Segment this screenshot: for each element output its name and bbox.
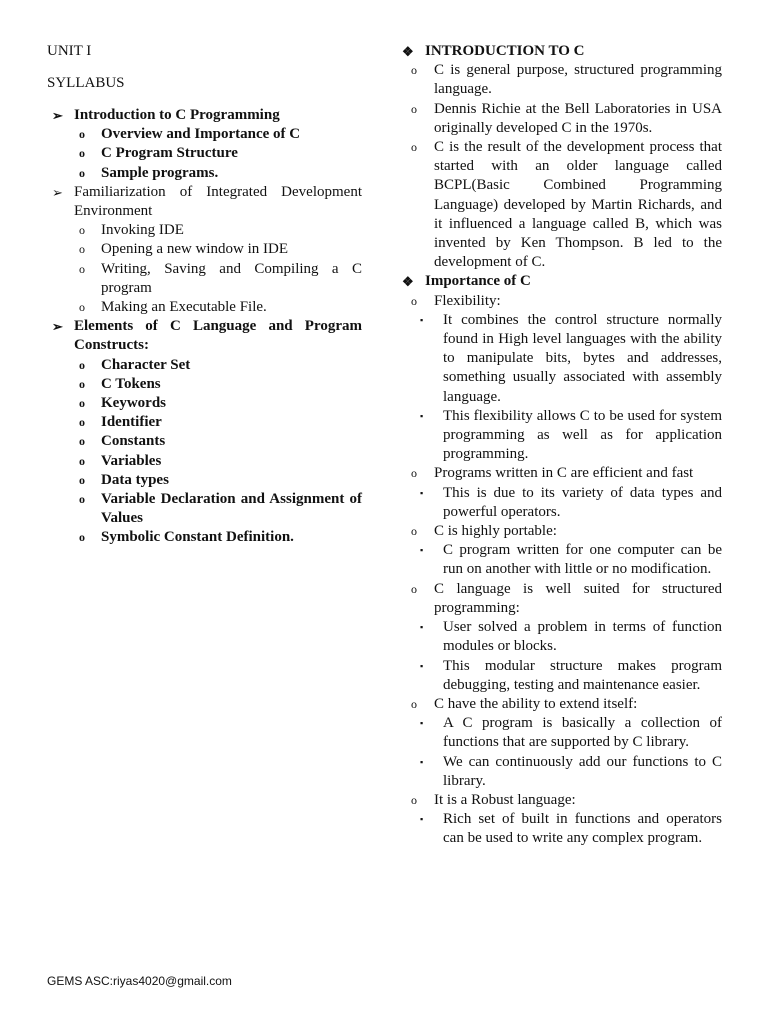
- square-bullet-icon: ▪: [420, 314, 424, 325]
- syllabus-section-3: [47, 317, 362, 355]
- list-item: o Data types: [47, 471, 362, 490]
- syllabus-section-2: [47, 183, 362, 221]
- list-item: o C have the ability to extend itself:: [400, 695, 722, 714]
- list-item: o C is highly portable:: [400, 522, 722, 541]
- unit-title: UNIT I: [47, 43, 92, 59]
- list-item: o C is the result of the development process that started with an older language called BCPL(Basic Combined Programming Language) developed by Martin Richards, and it influenced a language called B, which was invented by Ken Thompson. B led to the development of C.: [411, 139, 722, 271]
- square-bullet-icon: ▪: [420, 814, 424, 825]
- circle-bullet-icon: o: [79, 165, 85, 180]
- list-item: o Overview and Importance of C: [47, 125, 362, 144]
- list-item: o Symbolic Constant Definition.: [47, 528, 362, 547]
- section-heading: ❖ Importance of C: [400, 272, 722, 291]
- list-item: o Flexibility:: [400, 292, 722, 311]
- square-bullet-icon: ▪: [420, 718, 424, 729]
- circle-bullet-icon: o: [411, 293, 417, 308]
- list-item: o Opening a new window in IDE: [47, 240, 362, 259]
- syllabus-title: SYLLABUS: [47, 75, 125, 91]
- diamond-bullet-icon: ❖: [402, 274, 414, 290]
- list-item: ▪ This flexibility allows C to be used for system programming as well as for application programming.: [420, 407, 722, 463]
- square-bullet-icon: ▪: [420, 622, 424, 633]
- list-item: o Writing, Saving and Compiling a C program: [79, 260, 362, 296]
- list-item: o Sample programs.: [47, 164, 362, 183]
- list-item: o C is general purpose, structured programming language.: [411, 62, 722, 98]
- list-item: ▪ It combines the control structure normally found in High level languages with the ability to manipulate bits, bytes and addresses, something usually associated with assembly language.: [420, 311, 722, 405]
- list-item: o Variable Declaration and Assignment of Values: [79, 491, 362, 527]
- list-item: ▪ C program written for one computer can be run on another with little or no modification.: [420, 542, 722, 578]
- circle-bullet-icon: o: [79, 530, 85, 545]
- content-column: [400, 42, 722, 849]
- circle-bullet-icon: o: [79, 223, 85, 238]
- circle-bullet-icon: o: [79, 376, 85, 391]
- page-footer: GEMS ASC:riyas4020@gmail.com: [47, 974, 232, 988]
- circle-bullet-icon: o: [79, 127, 85, 142]
- list-item: o Dennis Richie at the Bell Laboratories in USA originally developed C in the 1970s.: [411, 100, 722, 136]
- diamond-bullet-icon: ❖: [402, 44, 414, 59]
- list-item: o Variables: [47, 452, 362, 471]
- list-item: o C Tokens: [47, 375, 362, 394]
- section-title: Familiarization of Integrated Development Environment: [74, 183, 362, 220]
- circle-bullet-icon: o: [79, 492, 85, 507]
- square-bullet-icon: ▪: [420, 410, 424, 421]
- circle-bullet-icon: o: [411, 581, 417, 596]
- arrow-bullet-icon: ➢: [52, 108, 63, 123]
- circle-bullet-icon: o: [79, 242, 85, 257]
- circle-bullet-icon: o: [79, 434, 85, 449]
- square-bullet-icon: ▪: [420, 487, 424, 498]
- circle-bullet-icon: o: [79, 472, 85, 487]
- list-item: o Character Set: [47, 356, 362, 375]
- list-item: o C language is well suited for structured programming:: [411, 580, 722, 616]
- circle-bullet-icon: o: [411, 466, 417, 481]
- list-item: ▪ Rich set of built in functions and operators can be used to write any complex program.: [420, 811, 722, 847]
- circle-bullet-icon: o: [79, 415, 85, 430]
- square-bullet-icon: ▪: [420, 660, 424, 671]
- section-title: Elements of C Language and Program Constructs:: [74, 318, 362, 354]
- list-item: o Constants: [47, 432, 362, 451]
- circle-bullet-icon: o: [411, 696, 417, 711]
- circle-bullet-icon: o: [79, 261, 85, 276]
- circle-bullet-icon: o: [411, 524, 417, 539]
- arrow-bullet-icon: ➢: [52, 319, 63, 335]
- circle-bullet-icon: o: [411, 63, 417, 78]
- list-item: o Making an Executable File.: [47, 298, 362, 317]
- arrow-bullet-icon: ➢: [52, 184, 63, 200]
- circle-bullet-icon: o: [79, 396, 85, 411]
- square-bullet-icon: ▪: [420, 756, 424, 767]
- circle-bullet-icon: o: [411, 792, 417, 807]
- list-item: ▪ User solved a problem in terms of function modules or blocks.: [420, 619, 722, 655]
- list-item: o Programs written in C are efficient and fast: [400, 464, 722, 483]
- circle-bullet-icon: o: [411, 140, 417, 155]
- circle-bullet-icon: o: [411, 101, 417, 116]
- list-item: ▪ This modular structure makes program debugging, testing and maintenance easier.: [420, 657, 722, 693]
- circle-bullet-icon: o: [79, 453, 85, 468]
- section-heading: ❖ INTRODUCTION TO C: [400, 42, 722, 61]
- list-item: o Identifier: [47, 413, 362, 432]
- circle-bullet-icon: o: [79, 300, 85, 315]
- circle-bullet-icon: o: [79, 146, 85, 161]
- list-item: o Keywords: [47, 394, 362, 413]
- list-item: ▪ This is due to its variety of data types and powerful operators.: [420, 484, 722, 520]
- syllabus-section-1: [47, 106, 362, 125]
- list-item: o It is a Robust language:: [400, 791, 722, 810]
- list-item: o C Program Structure: [47, 144, 362, 163]
- syllabus-column: [47, 42, 362, 548]
- list-item: ▪ A C program is basically a collection of functions that are supported by C library.: [420, 715, 722, 751]
- square-bullet-icon: ▪: [420, 545, 424, 556]
- circle-bullet-icon: o: [79, 357, 85, 372]
- list-item: ▪ We can continuously add our functions to C library.: [420, 753, 722, 789]
- section-title: Introduction to C Programming: [74, 107, 280, 123]
- list-item: o Invoking IDE: [47, 221, 362, 240]
